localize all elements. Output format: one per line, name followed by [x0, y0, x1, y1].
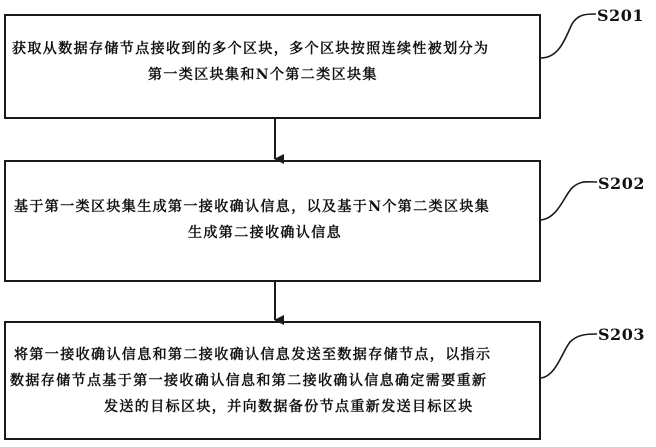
step-s201-line-2: 第一类区块集和N个第二类区块集 [148, 67, 378, 83]
step-s203-line-1: 将第一接收确认信息和第二接收确认信息发送至数据存储节点，以指示 [14, 347, 492, 363]
step-s202-line-2: 生成第二接收确认信息 [188, 225, 342, 241]
step-s202-line-1: 基于第一类区块集生成第一接收确认信息，以及基于N个第二类区块集 [14, 199, 491, 215]
step-s203-line-2: 数据存储节点基于第一接收确认信息和第二接收确认信息确定需要重新 [10, 373, 488, 389]
step-s203-line-3: 发送的目标区块，并向数据备份节点重新发送目标区块 [104, 399, 474, 415]
step-label-s201: S201 [597, 6, 644, 25]
leader-line-s202 [541, 182, 597, 220]
step-s201-line-1: 获取从数据存储节点接收到的多个区块，多个区块按照连续性被划分为 [12, 41, 490, 57]
step-label-s202: S202 [598, 174, 645, 193]
step-label-s203: S203 [598, 325, 645, 344]
leader-line-s201 [541, 14, 596, 58]
leader-line-s203 [541, 334, 597, 378]
